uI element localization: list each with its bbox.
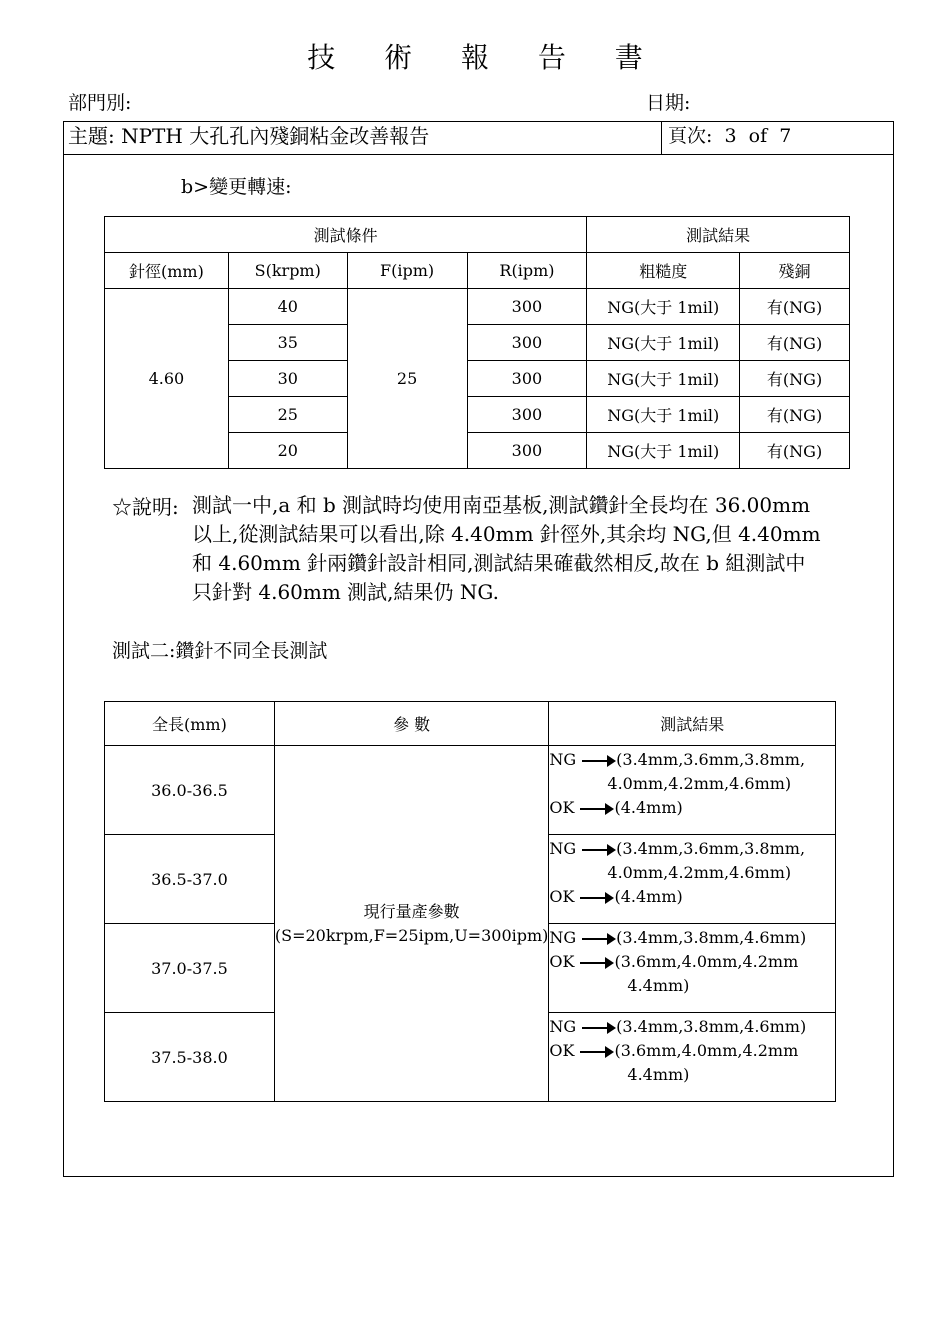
arrow-right-icon [580, 962, 612, 964]
params-line: 現行量產參數 [363, 901, 460, 921]
result-cell: NG (3.4mm,3.8mm,4.6mm) OK (3.6mm,4.0mm,4.2mm 4.4mm) [549, 924, 836, 1013]
retract-cell: 300 [467, 289, 587, 325]
document-title: 技 術 報 告 書 [307, 41, 663, 74]
roughness-cell: NG(大于 1mil) [587, 289, 740, 325]
retract-cell: 300 [467, 361, 587, 397]
table-row [105, 746, 836, 835]
speed-test-table [104, 216, 850, 469]
arrow-right-icon [582, 938, 614, 940]
subject-text: 主題: NPTH 大孔孔內殘銅粘金改善報告 [68, 124, 430, 148]
copper-cell: 有(NG) [740, 397, 850, 433]
arrow-right-icon [580, 808, 612, 810]
copper-cell: 有(NG) [740, 289, 850, 325]
length-cell: 36.5-37.0 [105, 835, 275, 924]
note-line: 以上,從測試結果可以看出,除 4.40mm 針徑外,其余均 NG,但 4.40mm [192, 522, 821, 546]
col-header-retract: R(ipm) [467, 253, 587, 289]
roughness-cell: NG(大于 1mil) [587, 325, 740, 361]
length-test-table [104, 701, 836, 1102]
col-header-results: 測試結果 [549, 702, 836, 746]
arrow-right-icon [580, 1051, 612, 1053]
note-line: 只針對 4.60mm 測試,結果仍 NG. [192, 580, 500, 604]
arrow-right-icon [582, 760, 614, 762]
params-line: (S=20krpm,F=25ipm,U=300ipm) [274, 925, 549, 945]
page-value: 3 of 7 [724, 125, 792, 147]
note-prefix: ☆說明: [112, 495, 179, 519]
col-header-roughness: 粗糙度 [587, 253, 740, 289]
group-header-results: 測試結果 [587, 217, 850, 253]
test2-heading: 測試二:鑽針不同全長測試 [112, 640, 328, 662]
speed-cell: 25 [228, 397, 347, 433]
roughness-cell: NG(大于 1mil) [587, 397, 740, 433]
retract-cell: 300 [467, 325, 587, 361]
table-row [105, 289, 850, 325]
speed-cell: 35 [228, 325, 347, 361]
length-cell: 37.5-38.0 [105, 1013, 275, 1102]
page-number [668, 121, 791, 155]
copper-cell: 有(NG) [740, 433, 850, 469]
speed-cell: 40 [228, 289, 347, 325]
arrow-right-icon [582, 1027, 614, 1029]
result-cell: NG (3.4mm,3.8mm,4.6mm) OK (3.6mm,4.0mm,4.2mm 4.4mm) [549, 1013, 836, 1102]
result-cell: NG (3.4mm,3.6mm,3.8mm, 4.0mm,4.2mm,4.6mm) OK (4.4mm) [549, 746, 836, 835]
col-header-length: 全長(mm) [105, 702, 275, 746]
section-b-heading: b>變更轉速: [181, 176, 292, 198]
col-header-speed: S(krpm) [228, 253, 347, 289]
roughness-cell: NG(大于 1mil) [587, 433, 740, 469]
result-cell: NG (3.4mm,3.6mm,3.8mm, 4.0mm,4.2mm,4.6mm) OK (4.4mm) [549, 835, 836, 924]
page-label: 頁次: [668, 125, 713, 147]
roughness-cell: NG(大于 1mil) [587, 361, 740, 397]
col-header-params: 參 數 [274, 702, 549, 746]
col-header-needle: 針徑(mm) [105, 253, 229, 289]
retract-cell: 300 [467, 433, 587, 469]
note-line: 測試一中,a 和 b 測試時均使用南亞基板,測試鑽針全長均在 36.00mm [192, 493, 811, 517]
speed-cell: 30 [228, 361, 347, 397]
copper-cell: 有(NG) [740, 325, 850, 361]
department-label: 部門別: [68, 92, 132, 114]
params-cell [274, 746, 549, 1102]
date-label: 日期: [646, 92, 691, 114]
retract-cell: 300 [467, 397, 587, 433]
col-header-copper: 殘銅 [740, 253, 850, 289]
length-cell: 36.0-36.5 [105, 746, 275, 835]
note-line: 和 4.60mm 針兩鑽針設計相同,測試結果確截然相反,故在 b 組測試中 [192, 551, 806, 575]
speed-cell: 20 [228, 433, 347, 469]
feed-cell: 25 [347, 289, 467, 469]
arrow-right-icon [582, 849, 614, 851]
copper-cell: 有(NG) [740, 361, 850, 397]
col-header-feed: F(ipm) [347, 253, 467, 289]
group-header-conditions: 測試條件 [105, 217, 587, 253]
page-divider [661, 121, 662, 155]
length-cell: 37.0-37.5 [105, 924, 275, 1013]
arrow-right-icon [580, 897, 612, 899]
note-body [192, 491, 852, 607]
needle-cell: 4.60 [105, 289, 229, 469]
